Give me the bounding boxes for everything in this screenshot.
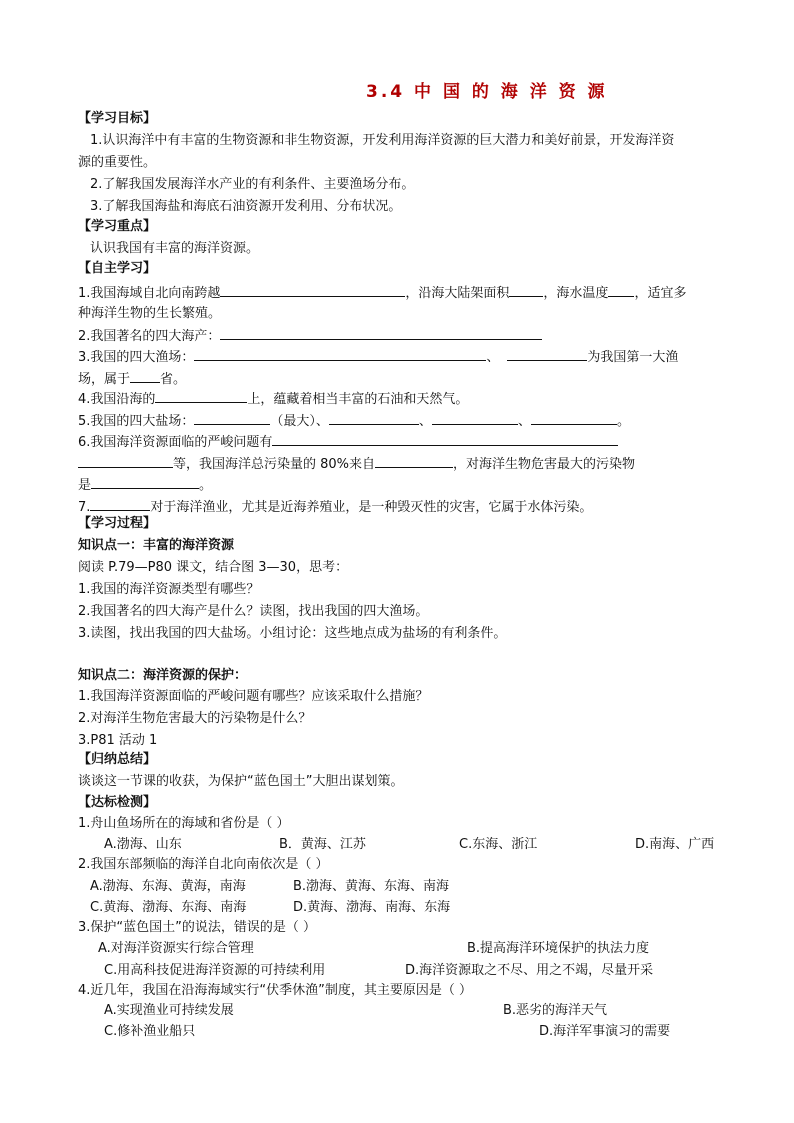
test-q4-option-b: B.恶劣的海洋天气: [503, 1003, 608, 1018]
test-q3: 3.保护“蓝色国土”的说法，错误的是（ ）: [78, 920, 317, 935]
blank: [90, 498, 150, 511]
process-heading: 【学习过程】: [78, 516, 157, 531]
test-q1: 1.舟山鱼场所在的海域和省份是（ ）: [78, 816, 290, 831]
page-title: 3.4 中 国 的 海 洋 资 源: [366, 82, 608, 102]
test-q3-option-a: A.对海洋资源实行综合管理: [98, 941, 254, 956]
self-study-q6: 6.我国海洋资源面临的严峻问题有: [78, 433, 618, 451]
test-q2-option-b: B.渤海、黄海、东海、南海: [293, 879, 450, 894]
test-q4-option-a: A.实现渔业可持续发展: [104, 1003, 234, 1018]
test-q4-option-c: C.修补渔业船只: [104, 1024, 196, 1039]
goal-1-line-2: 源的重要性。: [78, 155, 157, 170]
blank: [78, 455, 173, 468]
blank: [329, 412, 419, 425]
knowledge-point-1-q3: 3.读图，找出我国的四大盐场。小组讨论：这些地点成为盐场的有利条件。: [78, 626, 507, 641]
blank: [507, 348, 587, 361]
test-q2-option-a: A.渤海、东海、黄海，南海: [90, 879, 246, 894]
keypoints-heading: 【学习重点】: [78, 219, 157, 234]
test-q4: 4.近几年，我国在沿海海域实行“伏季休渔”制度，其主要原因是（ ）: [78, 983, 473, 998]
blank: [432, 412, 518, 425]
blank: [130, 370, 160, 383]
test-q1-option-c: C.东海、浙江: [459, 837, 538, 852]
test-q4-option-d: D.海洋军事演习的需要: [539, 1024, 671, 1039]
self-study-q7: 7. 对于海洋渔业，尤其是近海养殖业，是一种毁灭性的灾害，它属于水体污染。: [78, 500, 593, 515]
test-q2: 2.我国东部频临的海洋自北向南依次是（ ）: [78, 857, 329, 872]
blank: [531, 412, 617, 425]
blank: [194, 412, 270, 425]
keypoints-text: 认识我国有丰富的海洋资源。: [90, 241, 260, 256]
blank: [220, 284, 405, 297]
test-q3-option-d: D.海洋资源取之不尽、用之不竭，尽量开采: [405, 963, 654, 978]
self-study-q6-end: 是 。: [78, 478, 213, 493]
knowledge-point-2-title: 知识点二：海洋资源的保护：: [78, 668, 248, 683]
goal-3: 3.了解我国海盐和海底石油资源开发利用、分布状况。: [90, 199, 402, 214]
test-q1-option-d: D.南海、广西: [635, 837, 715, 852]
test-q3-option-c: C.用高科技促进海洋资源的可持续利用: [104, 963, 326, 978]
blank: [608, 284, 634, 297]
self-study-q5: 5.我国的四大盐场： （最大）、 、 、 。: [78, 414, 630, 429]
self-study-q1-cont: 种海洋生物的生长繁殖。: [78, 306, 222, 321]
blank: [272, 433, 618, 446]
summary-text: 谈谈这一节课的收获，为保护“蓝色国土”大胆出谋划策。: [78, 774, 404, 789]
blank: [194, 348, 486, 361]
self-study-q2: 2.我国著名的四大海产：: [78, 327, 542, 345]
blank: [220, 327, 542, 340]
blank: [509, 284, 543, 297]
self-study-q6-cont: 等，我国海洋总污染量的 80%来自 ，对海洋生物危害最大的污染物: [78, 455, 635, 473]
knowledge-point-1-read: 阅读 P.79—P80 课文，结合图 3—30，思考：: [78, 560, 349, 575]
test-q1-option-b: B．黄海、江苏: [279, 837, 366, 852]
self-study-heading: 【自主学习】: [78, 261, 157, 276]
knowledge-point-2-q1: 1.我国海洋资源面临的严峻问题有哪些？应该采取什么措施？: [78, 689, 429, 704]
knowledge-point-1-q2: 2.我国著名的四大海产是什么？读图，找出我国的四大渔场。: [78, 604, 429, 619]
test-heading: 【达标检测】: [78, 795, 157, 810]
blank: [91, 476, 199, 489]
self-study-q3-cont: 场，属于 省。: [78, 372, 187, 387]
self-study-q1: 1.我国海域自北向南跨越 ，沿海大陆架面积 ，海水温度 ，适宜多: [78, 286, 687, 301]
test-q2-option-c: C.黄海、渤海、东海、南海: [90, 900, 247, 915]
test-q1-option-a: A.渤海、山东: [104, 837, 182, 852]
knowledge-point-2-q2: 2.对海洋生物危害最大的污染物是什么？: [78, 711, 312, 726]
knowledge-point-1-q1: 1.我国的海洋资源类型有哪些？: [78, 582, 260, 597]
blank: [375, 455, 453, 468]
blank: [155, 390, 247, 403]
self-study-q3: 3.我国的四大渔场： 、 为我国第一大渔: [78, 350, 679, 365]
summary-heading: 【归纳总结】: [78, 752, 157, 767]
test-q2-option-d: D.黄海、渤海、南海、东海: [293, 900, 451, 915]
test-q3-option-b: B.提高海洋环境保护的执法力度: [467, 941, 650, 956]
knowledge-point-2-q3: 3.P81 活动 1: [78, 733, 158, 748]
goal-2: 2.了解我国发展海洋水产业的有利条件、主要渔场分布。: [90, 177, 415, 192]
goal-1-line-1: 1.认识海洋中有丰富的生物资源和非生物资源，开发利用海洋资源的巨大潜力和美好前景，开发海洋资: [90, 133, 675, 148]
goals-heading: 【学习目标】: [78, 111, 157, 126]
self-study-q4: 4.我国沿海的 上，蕴藏着相当丰富的石油和天然气。: [78, 392, 469, 407]
knowledge-point-1-title: 知识点一：丰富的海洋资源: [78, 538, 235, 553]
